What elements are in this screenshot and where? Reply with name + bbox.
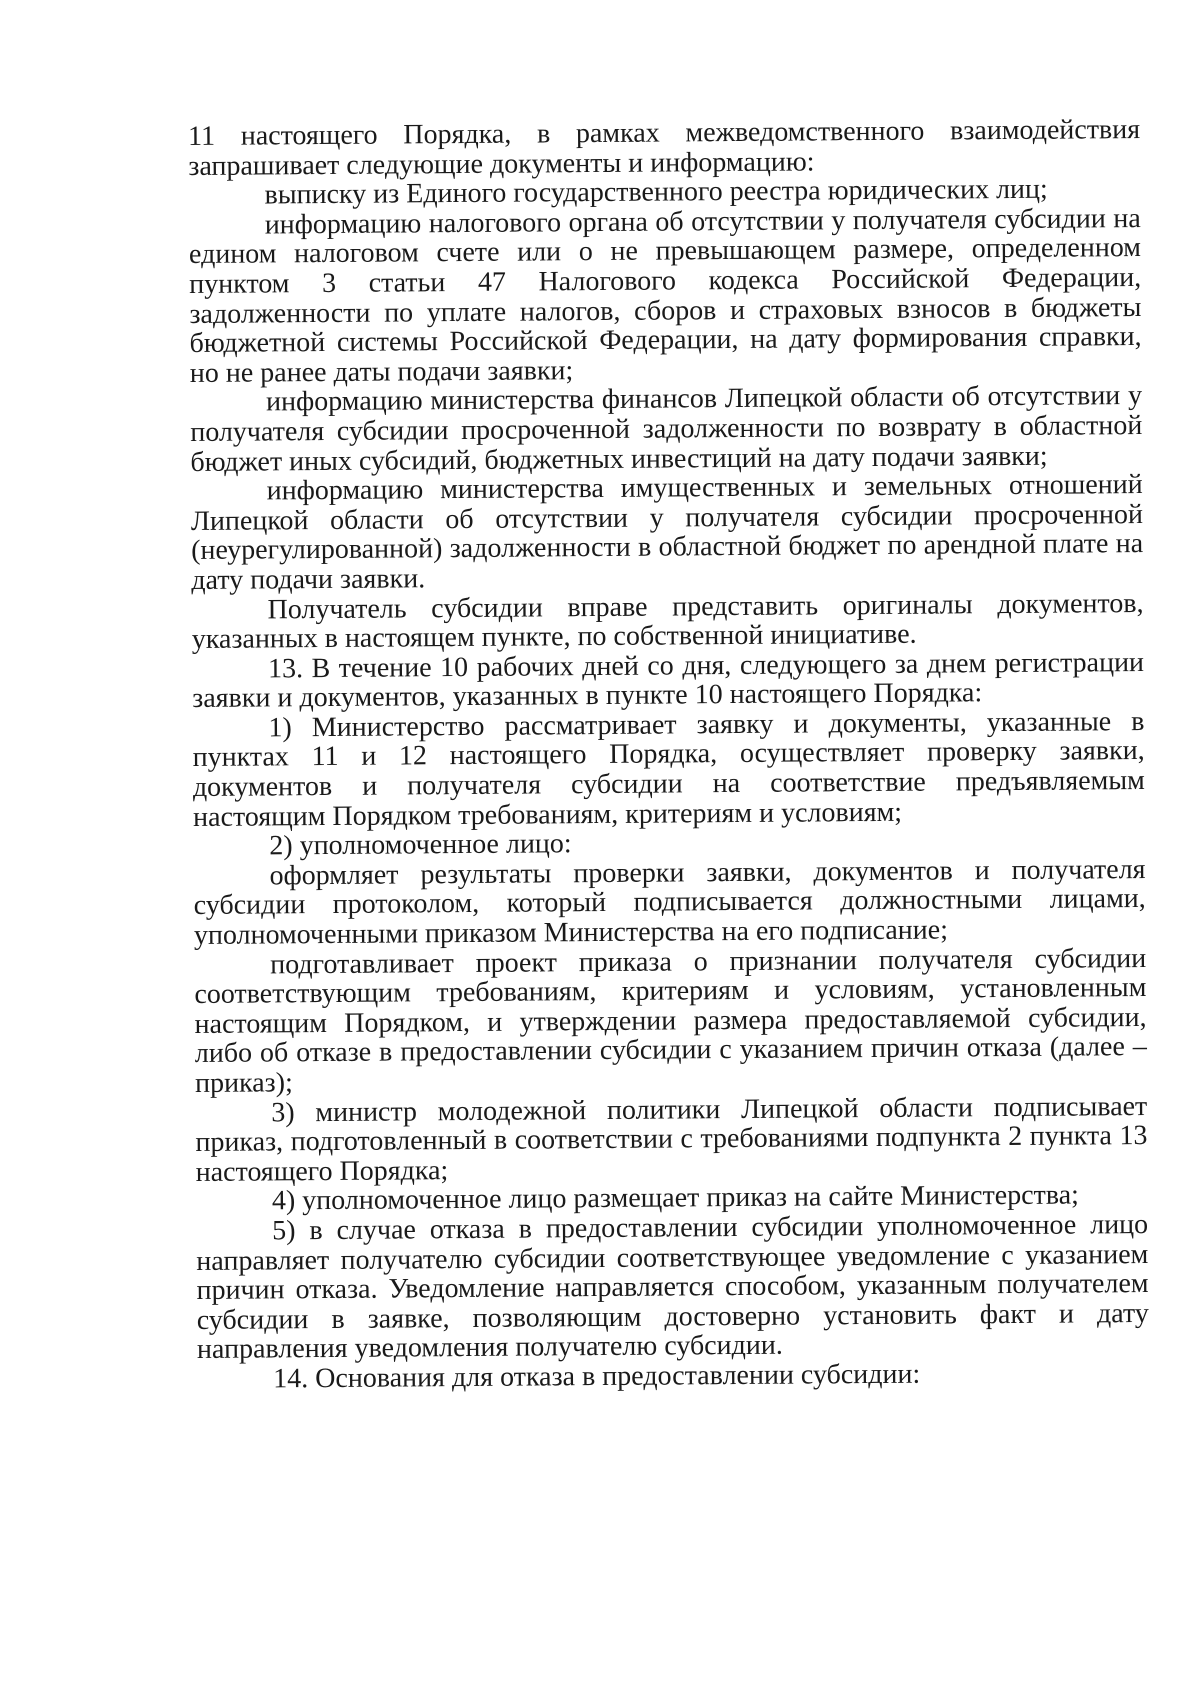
paragraph-finance-info: информацию министерства финансов Липецкой области об отсутствии у получателя субсидии просроченной задолженности по возврату в областной бюджет иных субсидий, бюджетных инвестиций на дату подачи заявки; <box>190 380 1143 478</box>
paragraph-protocol: оформляет результаты проверки заявки, документов и получателя субсидии протоколом, который подписывается должностными лицами, уполномоченными приказом Министерства на его подписание; <box>193 853 1146 952</box>
paragraph-subitem-2: 2) уполномоченное лицо: <box>269 828 572 862</box>
paragraph-item-14: 14. Основания для отказа в предоставлении субсидии: <box>273 1358 921 1395</box>
paragraph-egrul-extract: выписку из Единого государственного реестра юридических лиц; <box>264 173 1048 211</box>
paragraph-subitem-1: 1) Министерство рассматривает заявку и документы, указанные в пунктах 11 и 12 настоящего Порядка, осуществляет проверку заявки, документов и получателя субсидии на соответствие предъявляемым настоящим Порядком требованиям, критериям и условиям; <box>192 705 1145 833</box>
paragraph-own-initiative: Получатель субсидии вправе представить оригиналы документов, указанных в настоящем пункте, по собственной инициативе. <box>191 587 1144 656</box>
paragraph-intro: 11 настоящего Порядка, в рамках межведомственного взаимодействия запрашивает следующие документы и информацию: <box>187 114 1141 182</box>
paragraph-property-info: информацию министерства имущественных и земельных отношений Липецкой области об отсутствии у получателя субсидии просроченной (неурегулированной) задолженности в областной бюджет по арендной плате на дату подачи заявки. <box>190 469 1144 596</box>
paragraph-subitem-5: 5) в случае отказа в предоставлении субсидии уполномоченное лицо направляет получателю субсидии соответствующее уведомление с указанием причин отказа. Уведомление направляется способом, указанным получателем субсидии в заявке, позволяющим достоверно установить факт и дату направления уведомления получателю субсидии. <box>196 1208 1149 1366</box>
paragraph-draft-order: подготавливает проект приказа о признании получателя субсидии соответствующим требованиям, критериям и условиям, установленным настоящим Порядком, и утверждении размера предоставляемой субсидии, либо об отказе в предоставлении субсидии с указанием причин отказа (далее – приказ); <box>194 942 1147 1099</box>
paragraph-tax-info: информацию налогового органа об отсутствии у получателя субсидии на едином налоговом счете или о не превышающем размере, определенном пунктом 3 статьи 47 Налогового кодекса Российской Федерации, задолженности по уплате налогов, сборов и страховых взносов в бюджеты бюджетной системы Российской Федерации, на дату формирования справки, но не ранее даты подачи заявки; <box>188 202 1142 389</box>
paragraph-subitem-3: 3) министр молодежной политики Липецкой области подписывает приказ, подготовленный в соответствии с требованиями подпункта 2 пункта 13 настоящего Порядка; <box>195 1090 1148 1188</box>
paragraph-subitem-4: 4) уполномоченное лицо размещает приказ на сайте Министерства; <box>271 1179 1080 1217</box>
document-body <box>188 115 1149 1394</box>
paragraph-item-13: 13. В течение 10 рабочих дней со дня, следующего за днем регистрации заявки и документов, указанных в пункте 10 настоящего Порядка: <box>192 646 1145 715</box>
